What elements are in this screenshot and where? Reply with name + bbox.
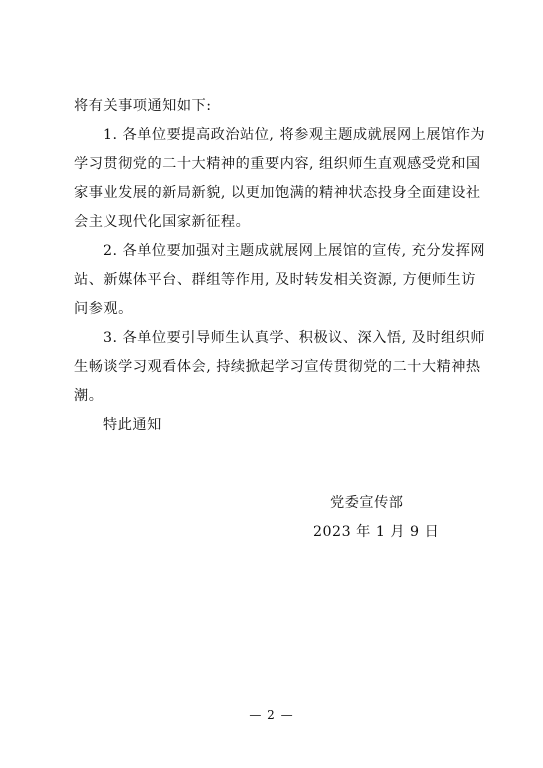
paragraph-line: 1. 各单位要提高政治站位, 将参观主题成就展网上展馆作为 [103, 127, 486, 143]
paragraph-line: 生畅谈学习观看体会, 持续掀起学习宣传贯彻党的二十大精神热 [74, 359, 481, 375]
paragraph-line: 家事业发展的新局新貌, 以更加饱满的精神状态投身全面建设社 [74, 185, 481, 201]
paragraph-line: 学习贯彻党的二十大精神的重要内容, 组织师生直观感受党和国 [74, 156, 481, 172]
item-2-paragraph [74, 237, 486, 324]
signature-department: 党委宣传部 [330, 495, 404, 511]
paragraph-line: 会主义现代化国家新征程。 [74, 214, 251, 230]
paragraph-line: 2. 各单位要加强对主题成就展网上展馆的宣传, 充分发挥网 [103, 243, 486, 259]
document-body [74, 92, 486, 440]
item-3-paragraph [74, 324, 486, 411]
closing-line: 特此通知 [103, 417, 162, 433]
page-number: — 2 — [249, 708, 294, 722]
paragraph-line: 3. 各单位要引导师生认真学、积极议、深入悟, 及时组织师 [103, 330, 486, 346]
item-1-paragraph [74, 121, 486, 237]
paragraph-line: 站、新媒体平台、群组等作用, 及时转发相关资源, 方便师生访 [74, 272, 476, 288]
signature-date: 2023 年 1 月 9 日 [313, 524, 440, 540]
paragraph-line: 潮。 [74, 388, 104, 404]
intro-line: 将有关事项通知如下: [74, 98, 212, 114]
paragraph-line: 问参观。 [74, 301, 133, 317]
